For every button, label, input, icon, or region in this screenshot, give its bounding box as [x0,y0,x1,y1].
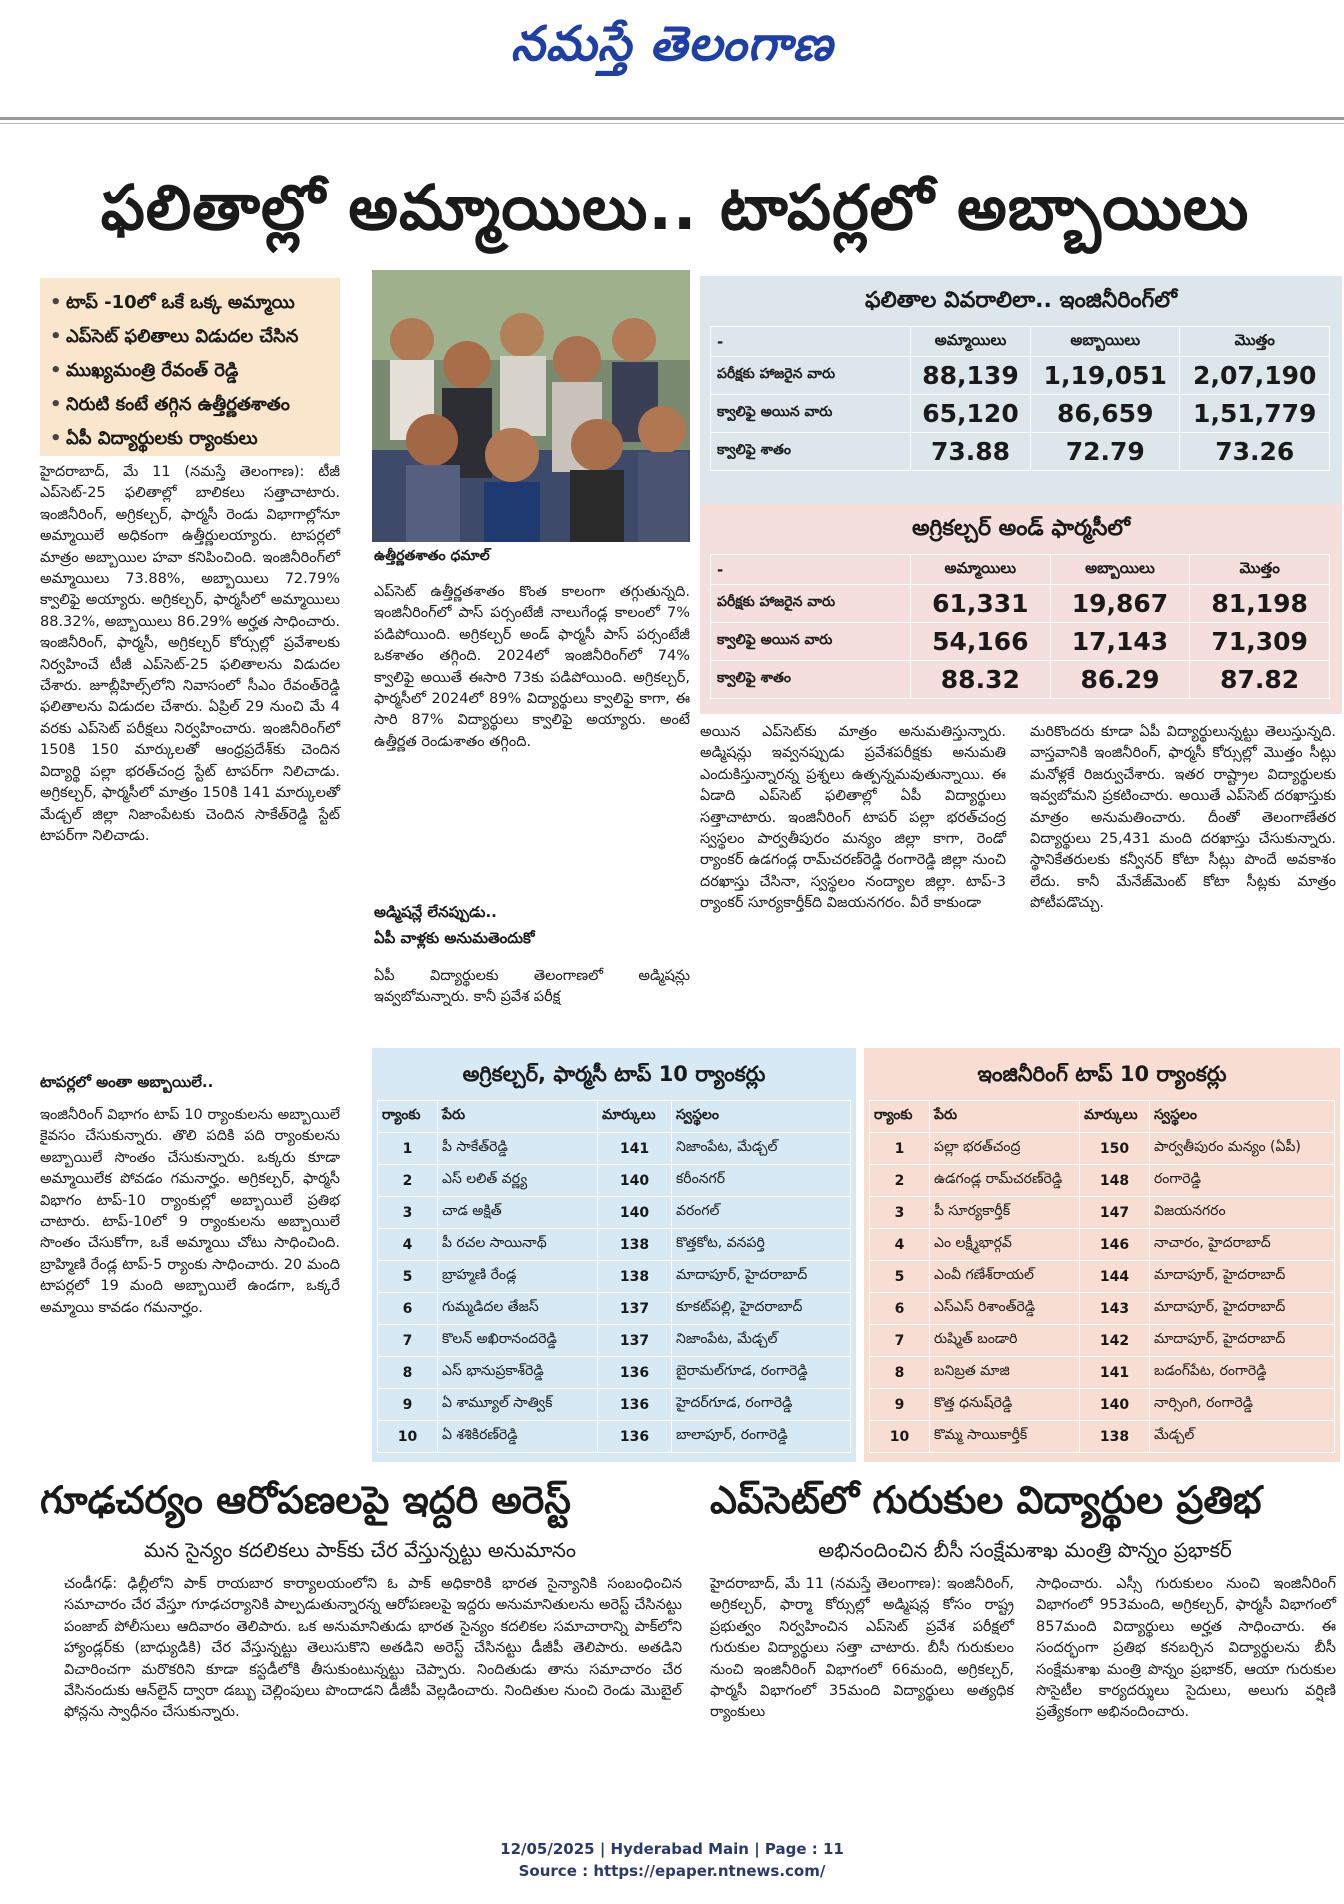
table-row [711,585,1330,623]
article-column-3: అయిన ఎప్‌సెట్‌కు మాత్రం అనుమతిస్తున్నారు. అడ్మిషన్లు ఇవ్వనప్పుడు ప్రవేశపరీక్షకు అనుమతి ఎందుకిస్తున్నారన్న ప్రశ్నలు ఉత్పన్నమవుతున్నాయి. ఈ ఏడాది ఎప్‌సెట్ ఫలితాల్లో ఏపీ విద్యార్థులు సత్తాచాటారు. ఇంజినీరింగ్ టాపర్ పల్లా భరత్‌చంద్ర స్వస్థలం పార్వతీపురం మన్యం జిల్లా కాగా, రెండో ర్యాంకర్ ఉడగండ్ల రామ్‌చరణ్‌రెడ్డి రంగారెడ్డి జిల్లా నుంచి దరఖాస్తు చేసినా, స్వస్థలం నంద్యాల జిల్లా. టాప్-3 ర్యాంకర్ సూర్యకార్తీక్‌ది విజయనగరం. వీరే కాకుండా [700,724,1006,912]
table-header: అమ్మాయిలు [911,327,1031,357]
place-cell: మాదాపూర్, హైదరాబాద్ [1150,1293,1335,1325]
marks-cell: 138 [1080,1421,1150,1453]
masthead-rule [0,117,1344,120]
rank-cell: 7 [378,1325,438,1357]
rank-cell: 4 [378,1229,438,1261]
table-row [870,1165,1335,1197]
rank-cell: 9 [870,1389,930,1421]
table-header: మార్కులు [1080,1101,1150,1133]
table-header: అబ్బాయిలు [1050,555,1190,585]
table-header: మార్కులు [598,1101,672,1133]
page-footer [0,1838,1344,1882]
name-cell: ఉడగండ్ల రామ్‌చరణ్‌రెడ్డి [930,1165,1080,1197]
row-label: పరీక్షకు హాజరైన వారు [711,585,911,623]
marks-cell: 148 [1080,1165,1150,1197]
cell-value: 72.79 [1031,433,1180,471]
place-cell: కూకట్‌పల్లి, హైదరాబాద్ [672,1293,851,1325]
agriculture-results-table [700,504,1342,714]
cell-value: 88.32 [911,661,1051,699]
row-label: క్వాలిఫై శాతం [711,433,911,471]
cell-value: 87.82 [1190,661,1330,699]
marks-cell: 143 [1080,1293,1150,1325]
story2-subtitle: మన సైన్యం కదలికలు పాక్‌కు చేర వేస్తున్నట్టు అనుమానం [143,1538,577,1562]
name-cell: గుమ్మడిదల తేజస్ [438,1293,598,1325]
name-cell: కొత్త ధనుష్‌రెడ్డి [930,1389,1080,1421]
table-title: అగ్రికల్చర్ అండ్ ఫార్మసీలో [911,516,1131,541]
article-column-2b: ఏపీ విద్యార్థులకు తెలంగాణలో అడ్మిషన్లు ఇవ్వబోమన్నారు. కానీ ప్రవేశ పరీక్ష [374,968,690,1006]
table-row [378,1293,851,1325]
table-row [711,623,1330,661]
newspaper-logo: నమస్తే తెలంగాణ [510,16,834,72]
students-celebration-photo [372,270,690,542]
table-row [870,1357,1335,1389]
rank-cell: 6 [870,1293,930,1325]
row-label: క్వాలిఫై అయిన వారు [711,395,911,433]
rank-cell: 8 [870,1357,930,1389]
highlight-item: • ముఖ్యమంత్రి రేవంత్ రెడ్డి [50,354,330,388]
footer-source-link[interactable]: Source : https://epaper.ntnews.com/ [518,1862,826,1880]
highlight-item: • నిరుటి కంటే తగ్గిన ఉత్తీర్ణతశాతం [50,388,330,422]
place-cell: మాదాపూర్, హైదరాబాద్ [672,1261,851,1293]
place-cell: నార్సింగి, రంగారెడ్డి [1150,1389,1335,1421]
place-cell: రంగారెడ్డి [1150,1165,1335,1197]
name-cell: ఎస్ఎస్ రిశాంత్‌రెడ్డి [930,1293,1080,1325]
table-row [378,1357,851,1389]
rank-cell: 5 [378,1261,438,1293]
name-cell: ఏ శశికిరణ్‌రెడ్డి [438,1421,598,1453]
story3-body-col1: హైదరాబాద్, మే 11 (నమస్తే తెలంగాణ): ఇంజినీరింగ్, అగ్రికల్చర్, ఫార్మా కోర్సుల్లో అడ్మిషన్ల కోసం రాష్ట్ర ప్రభుత్వం నిర్వహించిన ఎప్‌సెట్ ప్రవేశ పరీక్షలో గురుకుల విద్యార్థులు సత్తా చాటారు. బీసీ గురుకులం నుంచి ఇంజినీరింగ్ విభాగంలో 66మంది, అగ్రికల్చర్, ఫార్మసీ విభాగంలో 35మంది విద్యార్థులు అత్యధిక ర్యాంకులు [710,1576,1014,1721]
table-row [378,1133,851,1165]
rank-cell: 10 [870,1421,930,1453]
place-cell: నిజాంపేట, మేడ్చల్ [672,1325,851,1357]
cell-value: 61,331 [911,585,1051,623]
name-cell: పల్లా భరత్‌చంద్ర [930,1133,1080,1165]
name-cell: బ్రాహ్మణి రేండ్ల [438,1261,598,1293]
cell-value: 54,166 [911,623,1051,661]
place-cell: బడంగ్‌పేట, రంగారెడ్డి [1150,1357,1335,1389]
rank-cell: 3 [870,1197,930,1229]
marks-cell: 150 [1080,1133,1150,1165]
rank-cell: 1 [378,1133,438,1165]
table-header: మొత్తం [1180,327,1330,357]
cell-value: 1,51,779 [1180,395,1330,433]
table-header: అబ్బాయిలు [1031,327,1180,357]
table-row [870,1261,1335,1293]
name-cell: ఏ శామ్యూల్ సాత్విక్ [438,1389,598,1421]
table-row [870,1229,1335,1261]
name-cell: ఎం లక్ష్మీభార్గవ్ [930,1229,1080,1261]
marks-cell: 138 [598,1229,672,1261]
marks-cell: 147 [1080,1197,1150,1229]
name-cell: పీ రచల సాయినాథ్ [438,1229,598,1261]
highlight-item: • టాప్ -10లో ఒకే ఒక్క అమ్మాయి [50,286,330,320]
rank-cell: 10 [378,1421,438,1453]
cell-value: 86.29 [1050,661,1190,699]
table-header: మొత్తం [1190,555,1330,585]
table-row [378,1197,851,1229]
marks-cell: 141 [598,1133,672,1165]
table-row [870,1133,1335,1165]
table-row [711,433,1330,471]
story3-subtitle: అభినందించిన బీసీ సంక్షేమశాఖ మంత్రి పొన్నం ప్రభాకర్ [818,1538,1232,1562]
cell-value: 1,19,051 [1031,357,1180,395]
footer-date-edition: 12/05/2025 | Hyderabad Main | Page : 11 [500,1840,844,1858]
story3-body-col2: సాధించారు. ఎస్సీ గురుకులం నుంచి ఇంజినీరింగ్ విభాగంలో 953మంది, అగ్రికల్చర్, ఫార్మసీ విభాగంలో 857మంది విద్యార్థులు అర్హత సాధించారు. ఈ సందర్భంగా ప్రతిభ కనబర్చిన విద్యార్థులను బీసీ సంక్షేమశాఖ మంత్రి పొన్నం ప్రభాకర్, ఆయా గురుకుల సొసైటీల కార్యదర్శులు సైదులు, అలుగు వర్షిణి ప్రత్యేకంగా అభినందించారు. [1036,1576,1336,1721]
rank-cell: 8 [378,1357,438,1389]
cell-value: 73.26 [1180,433,1330,471]
engineering-results-table [700,276,1342,514]
cell-value: 71,309 [1190,623,1330,661]
place-cell: విజయనగరం [1150,1197,1335,1229]
engineering-rankers-table [864,1048,1340,1462]
rank-cell: 2 [870,1165,930,1197]
subheading-toppers: టాపర్లలో అంతా అబ్బాయిలే.. [40,1073,214,1091]
marks-cell: 136 [598,1357,672,1389]
table-header: పేరు [930,1101,1080,1133]
row-label: పరీక్షకు హాజరైన వారు [711,357,911,395]
story2-body: చండీగఢ్: ఢిల్లీలోని పాక్ రాయబార కార్యాలయంలోని ఓ పాక్ అధికారికి భారత సైన్యానికి సంబంధించిన సమాచారం చేర వేస్తూ గూఢచర్యానికి పాల్పడుతున్నారన్న ఆరోపణలపై ఇద్దరు అనుమానితులను అరెస్ట్ చేసినట్టు పంజాబ్ పోలీసులు ఆదివారం తెలిపారు. ఒక అనుమానితుడు భారత సైన్యం కదలికల సమాచారాన్ని పాక్‌లోని హ్యాండ్లర్‌కు (బాధ్యుడికి) చేర వేస్తున్నట్టు తెలుసుకొని అతడిని అరెస్ట్ చేసినట్టు డీజీపీ తెలిపారు. అతడిని విచారించగా మరొకరిని కూడా కస్టడీలోకి తీసుకుంటున్నట్టు చెప్పారు. నిందితుడు తాను సమాచారం చేర వేసినందుకు ఆన్‌లైన్ ద్వారా డబ్బు చెల్లింపులు పొందాడని డీజీపీ వెల్లడించారు. నిందితుల నుంచి రెండు మొబైల్ ఫోన్లను స్వాధీనం చేసుకున్నారు. [64,1576,682,1721]
subheading-admissions: అడ్మిషన్లే లేనప్పుడు.. [374,903,497,921]
row-label: క్వాలిఫై అయిన వారు [711,623,911,661]
table-row [870,1325,1335,1357]
story2-headline: గూఢచర్యం ఆరోపణలపై ఇద్దరి అరెస్ట్ [40,1478,571,1522]
table-header: స్వస్థలం [672,1101,851,1133]
cell-value: 2,07,190 [1180,357,1330,395]
table-title: అగ్రికల్చర్, ఫార్మసీ టాప్ 10 ర్యాంకర్లు [462,1062,766,1086]
table-header: పేరు [438,1101,598,1133]
agri-rankers-table [372,1048,856,1462]
table-header: స్వస్థలం [1150,1101,1335,1133]
table-row [711,661,1330,699]
article-column-2: ఎప్‌సెట్ ఉత్తీర్ణతశాతం కొంత కాలంగా తగ్గుతున్నది. ఇంజినీరింగ్‌లో పాస్ పర్సంటేజీ నాలుగేండ్ల కాలంలో 7% పడిపోయింది. అగ్రికల్చర్ అండ్ ఫార్మసీ పాస్ పర్సంటేజీ ఒకశాతం తగ్గింది. 2024లో ఇంజినీరింగ్‌లో 74% క్వాలిఫై అయితే ఈసారి 73కు పడిపోయింది. అగ్రికల్చర్, ఫార్మసీలో 2024లో 89% విద్యార్థులు క్వాలిఫై కాగా, ఈ సారి 87% విద్యార్థులు క్వాలిఫై అయ్యారు. అంటే ఉత్తీర్ణత రెండుశాతం తగ్గింది. [374,584,690,750]
name-cell: ఎస్ లలిత్ వర్ణ్య [438,1165,598,1197]
highlight-item: • ఏపీ విద్యార్థులకు ర్యాంకులు [50,422,330,456]
article-column-1b: ఇంజినీరింగ్ విభాగం టాప్ 10 ర్యాంకులను అబ్బాయిలే కైవసం చేసుకున్నారు. తొలి పదికి పది ర్యాంకులను అబ్బాయిలే సొంతం చేసుకున్నారు. ఒక్కరు కూడా అమ్మాయిలేక పోవడం గమనార్హం. అగ్రికల్చర్, ఫార్మసీ విభాగం టాప్-10 ర్యాంకుల్లో అబ్బాయిలే ప్రతిభ చాటారు. టాప్-10లో 9 ర్యాంకులను అబ్బాయిలే సొంతం చేసుకోగా, ఒకే అమ్మాయి చోటు సాధించింది. బ్రాహ్మిణి రేండ్ల టాప్-5 ర్యాంకు సాధించారు. 20 మంది టాపర్లలో 19 మంది అబ్బాయిలే ఉండగా, ఒక్కరే అమ్మాయి కావడం గమనార్హం. [40,1107,340,1316]
place-cell: వరంగల్ [672,1197,851,1229]
rank-cell: 5 [870,1261,930,1293]
table-row [378,1421,851,1453]
marks-cell: 140 [598,1197,672,1229]
marks-cell: 144 [1080,1261,1150,1293]
table-row [378,1389,851,1421]
table-row [378,1165,851,1197]
table-header: అమ్మాయిలు [911,555,1051,585]
cell-value: 19,867 [1050,585,1190,623]
table-row [870,1197,1335,1229]
marks-cell: 137 [598,1325,672,1357]
marks-cell: 137 [598,1293,672,1325]
masthead [0,0,1344,118]
place-cell: నాచారం, హైదరాబాద్ [1150,1229,1335,1261]
table-header: ర్యాంకు [870,1101,930,1133]
article-column-1: హైదరాబాద్, మే 11 (నమస్తే తెలంగాణ): టీజీ ఎప్‌సెట్-25 ఫలితాల్లో బాలికలు సత్తాచాటారు. ఇంజినీరింగ్, అగ్రికల్చర్, ఫార్మసీ రెండు విభాగాల్లోనూ అమ్మాయిలే అధికంగా ఉత్తీర్ణులయ్యారు. టాపర్లలో మాత్రం అబ్బాయిల హవా కనిపించింది. ఇంజినీరింగ్‌లో అమ్మాయిలు 73.88%, అబ్బాయిలు 72.79% క్వాలిఫై అయ్యారు. అగ్రికల్చర్, ఫార్మసీలో అమ్మాయిలు 88.32%, అబ్బాయిలు 86.29% అర్హత సాధించారు. ఇంజినీరింగ్, ఫార్మసీ, అగ్రికల్చర్ కోర్సుల్లో ప్రవేశాలకు నిర్వహించే టీజీ ఎప్‌సెట్-25 ఫలితాలను విడుదల చేశారు. జూబ్లీహిల్స్‌లోని నివాసంలో సీఎం రేవంత్‌రెడ్డి ఫలితాలను విడుదల చేశారు. ఏప్రిల్ 29 నుంచి మే 4 వరకు ఎప్‌సెట్ పరీక్షలు నిర్వహించారు. ఇంజినీరింగ్‌లో 150కి 150 మార్కులతో ఆంధ్రప్రదేశ్‌కు చెందిన విద్యార్థి పల్లా భరత్‌చంద్ర స్టేట్ టాపర్‌గా నిలిచాడు. అగ్రికల్చర్, ఫార్మసీలో మాత్రం 150కి 141 మార్కులతో మేడ్చల్ జిల్లా నిజాంపేటకు చెందిన సాకేత్‌రెడ్డి స్టేట్ టాపర్‌గా నిలిచాడు. [40,464,340,844]
highlight-item: • ఎప్‌సెట్ ఫలితాలు విడుదల చేసిన [50,320,330,354]
cell-value: 86,659 [1031,395,1180,433]
marks-cell: 141 [1080,1357,1150,1389]
subheading-ap-permission: ఏపీ వాళ్లకు అనుమతెందుకో [374,929,535,947]
place-cell: పార్వతీపురం మన్యం (ఏపీ) [1150,1133,1335,1165]
masthead-rule-thin [0,123,1344,124]
place-cell: హైదర్‌గూడ, రంగారెడ్డి [672,1389,851,1421]
table-row [711,357,1330,395]
rank-cell: 4 [870,1229,930,1261]
place-cell: కరీంనగర్ [672,1165,851,1197]
name-cell: పీ సూర్యకార్తీక్ [930,1197,1080,1229]
table-row [870,1421,1335,1453]
rank-cell: 9 [378,1389,438,1421]
table-row [870,1389,1335,1421]
table-title: ఇంజినీరింగ్ టాప్ 10 ర్యాంకర్లు [977,1062,1227,1086]
place-cell: నిజాంపేట, మేడ్చల్ [672,1133,851,1165]
marks-cell: 138 [598,1261,672,1293]
marks-cell: 146 [1080,1229,1150,1261]
cell-value: 88,139 [911,357,1031,395]
name-cell: చాడ అక్షిత్ [438,1197,598,1229]
name-cell: ఎంవీ గణేశ్‌రాయల్ [930,1261,1080,1293]
place-cell: కొత్తకోట, వనపర్తి [672,1229,851,1261]
name-cell: రుష్మిత్ బండారి [930,1325,1080,1357]
marks-cell: 136 [598,1421,672,1453]
marks-cell: 140 [598,1165,672,1197]
table-row [378,1229,851,1261]
marks-cell: 140 [1080,1389,1150,1421]
table-row [711,395,1330,433]
rank-cell: 7 [870,1325,930,1357]
cell-value: 73.88 [911,433,1031,471]
place-cell: మాదాపూర్, హైదరాబాద్ [1150,1261,1335,1293]
place-cell: మాదాపూర్, హైదరాబాద్ [1150,1325,1335,1357]
table-header: - [711,327,911,357]
story3-headline: ఎప్‌సెట్‌లో గురుకుల విద్యార్థుల ప్రతిభ [710,1478,1262,1522]
table-header: - [711,555,911,585]
place-cell: బాలాపూర్, రంగారెడ్డి [672,1421,851,1453]
marks-cell: 136 [598,1389,672,1421]
cell-value: 65,120 [911,395,1031,433]
rank-cell: 3 [378,1197,438,1229]
table-row [870,1293,1335,1325]
main-headline: ఫలితాల్లో అమ్మాయిలు.. టాపర్లలో అబ్బాయిలు [100,171,1250,244]
cell-value: 17,143 [1050,623,1190,661]
name-cell: కొమ్మ సాయికార్తీక్ [930,1421,1080,1453]
name-cell: కొలన్ అఖిరానందరెడ్డి [438,1325,598,1357]
highlights-box [40,278,340,456]
cell-value: 81,198 [1190,585,1330,623]
name-cell: పీ సాకేత్‌రెడ్డి [438,1133,598,1165]
rank-cell: 1 [870,1133,930,1165]
table-row [378,1261,851,1293]
place-cell: మేడ్చల్ [1150,1421,1335,1453]
name-cell: ఎస్ భానుప్రకాశ్‌రెడ్డి [438,1357,598,1389]
place-cell: బైరామల్‌గూడ, రంగారెడ్డి [672,1357,851,1389]
marks-cell: 142 [1080,1325,1150,1357]
table-header: ర్యాంకు [378,1101,438,1133]
rank-cell: 2 [378,1165,438,1197]
table-row [378,1325,851,1357]
article-column-4: మరికొందరు కూడా ఏపీ విద్యార్థులున్నట్టు తెలుస్తున్నది. వాస్తవానికి ఇంజినీరింగ్, ఫార్మసీ కోర్సుల్లో మొత్తం సీట్లు మనోళ్లకే రిజర్వుచేశారు. ఇతర రాష్ట్రాల విద్యార్థులకు ఇవ్వబోమని ప్రకటించారు. అయితే ఎప్‌సెట్ దరఖాస్తుకు మాత్రం అనుమతించారు. దీంతో తెలంగాణేతర విద్యార్థులు 25,431 మంది దరఖాస్తు చేసుకున్నారు. స్థానికేతరులకు కన్వీనర్ కోటా సీట్లు పొందే అవకాశం లేదు. కానీ మేనేజ్‌మెంట్ కోటా సీట్లకు మాత్రం పోటీపడొచ్చు. [1030,724,1336,912]
photo-caption: ఉత్తీర్ణతశాతం ధమాల్ [374,548,490,564]
table-title: ఫలితాల వివరాలిలా.. ఇంజినీరింగ్‌లో [864,288,1177,313]
name-cell: బనిబ్రత మాజి [930,1357,1080,1389]
rank-cell: 6 [378,1293,438,1325]
row-label: క్వాలిఫై శాతం [711,661,911,699]
